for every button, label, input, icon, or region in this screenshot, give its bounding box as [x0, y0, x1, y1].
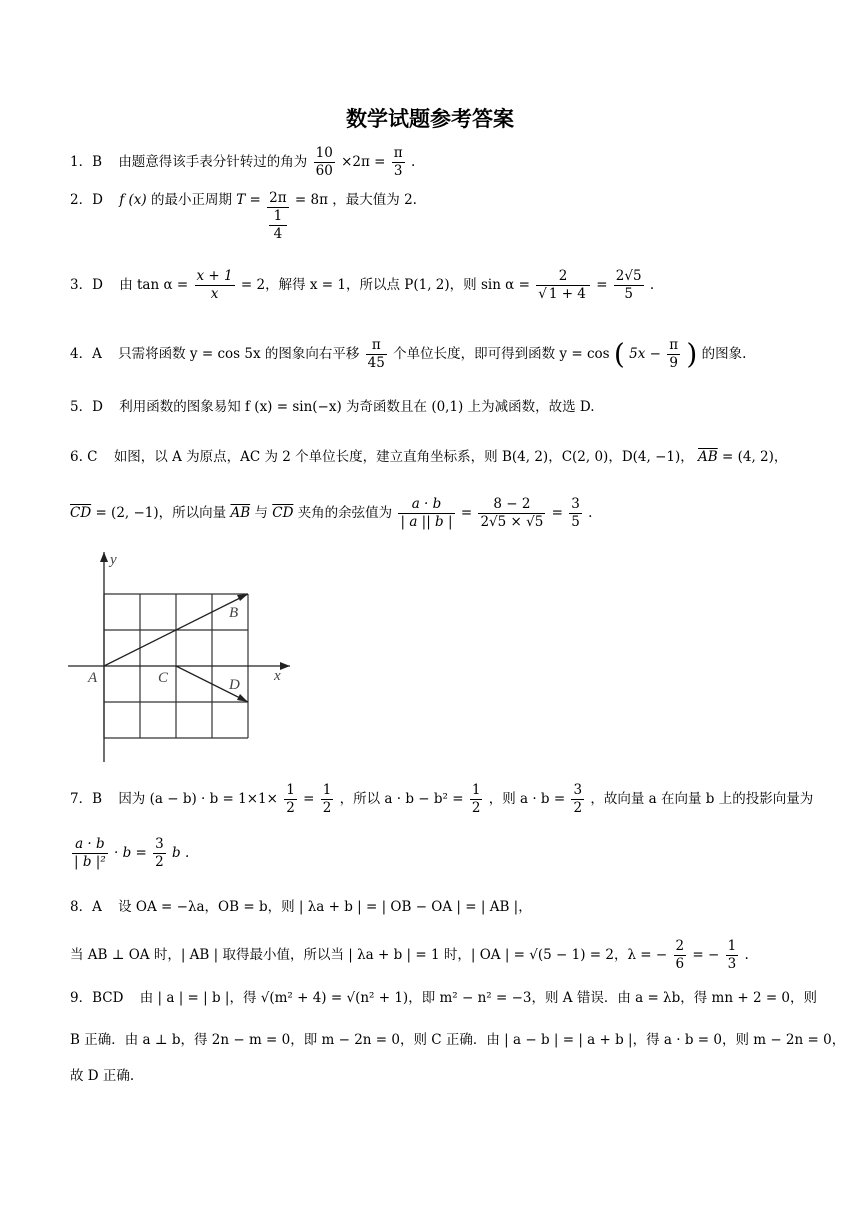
math-text: . — [588, 505, 593, 521]
fraction — [667, 337, 680, 372]
answer-text: 的最小正周期 — [150, 192, 232, 208]
fraction — [195, 268, 235, 303]
fraction — [314, 145, 335, 180]
denominator: 9 — [667, 354, 680, 372]
answer-text: 由 | a | = | b |，得 √(m² + 4) = √(n² + 1)，即 m² − n² = −3，则 A 错误．由 a = λb，得 mn + 2 = 0，则 — [139, 990, 818, 1006]
denominator: 60 — [315, 163, 333, 179]
x-axis-arrow — [280, 662, 290, 670]
vector-label: $\overline{AB}$ — [230, 505, 251, 521]
math-text: = — [551, 505, 563, 521]
fraction — [470, 782, 483, 817]
answer-number: 8．A — [70, 899, 102, 915]
fraction — [284, 782, 297, 817]
answer-text: 个单位长度，即可得到函数 y = cos — [393, 346, 610, 362]
fraction — [267, 190, 288, 243]
fraction — [366, 337, 387, 372]
answer-text: 的图象. — [701, 346, 747, 362]
fraction — [571, 782, 584, 817]
numerator: 1 — [273, 208, 283, 224]
denominator: 2 — [471, 800, 481, 816]
fraction — [614, 268, 644, 303]
answer-8-line-1 — [70, 897, 532, 917]
answer-text: 故 D 正确. — [70, 1068, 135, 1084]
math-text: . — [410, 154, 416, 170]
answer-5 — [70, 397, 595, 417]
denominator: 2√5 × √5 — [480, 514, 544, 530]
vector-label: $\overline{CD}$ — [272, 505, 294, 521]
math-text: = 8π — [294, 192, 328, 208]
answer-text: 设 OA = −λa，OB = b，则 | λa + b | = | OB − OA | = | AB |， — [118, 899, 532, 915]
numerator: 1 — [727, 938, 737, 954]
answer-2 — [70, 190, 417, 243]
denominator: 2 — [573, 800, 583, 816]
math-text: = — [460, 505, 473, 521]
answer-text: = 2，解得 x = 1，所以点 P(1, 2)，则 sin α = — [240, 277, 530, 293]
answer-text: ，最大值为 2. — [332, 192, 417, 208]
fraction — [726, 938, 739, 973]
denominator: | a || b | — [400, 514, 453, 530]
answer-number: 6. C — [70, 449, 98, 465]
answer-1 — [70, 145, 415, 180]
denominator — [267, 207, 288, 243]
math-text: ×2π = — [341, 154, 386, 170]
denominator: 3 — [727, 956, 737, 972]
label-d: D — [229, 677, 240, 693]
answer-9-line-2 — [70, 1030, 845, 1050]
answer-number: 5．D — [70, 399, 103, 415]
fraction — [321, 782, 334, 817]
vector-cd-arrowhead — [237, 694, 248, 702]
denominator: √ 1 + 4 — [536, 285, 590, 303]
answer-number: 7．B — [70, 791, 103, 807]
answer-3 — [70, 268, 654, 303]
answer-number: 9．BCD — [70, 990, 124, 1006]
denominator: 2 — [322, 800, 332, 816]
answer-number: 4．A — [70, 346, 102, 362]
y-axis-arrow — [100, 552, 108, 562]
answer-text: ，故向量 a 在向量 b 上的投影向量为 — [590, 791, 814, 807]
denominator: 3 — [392, 162, 405, 180]
radicand: 1 + 4 — [548, 286, 586, 302]
answer-text: 夹角的余弦值为 — [297, 505, 393, 521]
math-text: f (x) — [119, 192, 147, 208]
numerator: 2√5 — [615, 268, 642, 284]
math-text: = − — [692, 947, 720, 963]
fraction — [536, 268, 590, 303]
answer-9-line-1 — [70, 988, 817, 1008]
answer-8-line-2 — [70, 938, 749, 973]
fraction — [569, 496, 582, 531]
answer-text: ，则 a · b = — [488, 791, 566, 807]
label-b: B — [229, 605, 239, 621]
label-x: x — [274, 668, 281, 684]
answer-text: B 正确．由 a ⊥ b，得 2n − m = 0，即 m − 2n = 0，则 C 正确．由 | a − b | = | a + b |，得 a · b = 0，则 m − 2n = 0， — [70, 1032, 846, 1048]
numerator: 10 — [315, 145, 333, 161]
left-paren: ( — [613, 337, 625, 371]
axes — [68, 552, 290, 762]
fraction — [478, 496, 545, 531]
math-text: T = — [236, 192, 261, 208]
denominator: 2 — [155, 854, 164, 870]
denominator: 45 — [367, 355, 385, 371]
numerator: π — [669, 337, 679, 353]
answer-number: 2．D — [70, 192, 103, 208]
math-text: = (4, 2)， — [722, 449, 788, 465]
right-paren: ) — [686, 337, 698, 371]
fraction — [674, 938, 687, 973]
numerator: a · b — [411, 496, 442, 512]
answer-text: 只需将函数 y = cos 5x 的图象向右平移 — [118, 346, 360, 362]
denominator: 4 — [269, 225, 286, 243]
denominator: 6 — [675, 956, 685, 972]
fraction — [153, 836, 166, 871]
label-c: C — [158, 670, 169, 686]
label-y: y — [110, 552, 117, 568]
answer-text: 当 AB ⊥ OA 时，| AB | 取得最小值，所以当 | λa + b | = 1 时，| OA | = √(5 − 1) = 2，λ = − — [70, 947, 668, 963]
numerator: 3 — [155, 836, 164, 852]
denominator: x — [195, 285, 235, 303]
answer-text: 如图，以 A 为原点，AC 为 2 个单位长度，建立直角坐标系，则 B(4, 2)，C(2, 0)，D(4, −1)， — [113, 449, 694, 465]
math-text: · b = — [114, 845, 147, 861]
vector-label: $\overline{AB}$ — [698, 449, 718, 465]
answer-text: 与 — [254, 505, 268, 521]
answer-text: 由题意得该手表分针转过的角为 — [118, 154, 308, 170]
numerator: 1 — [471, 782, 481, 798]
vector-ab-arrowhead — [237, 594, 248, 601]
math-text: 5x − — [629, 346, 661, 362]
answer-6-line-2 — [70, 496, 592, 531]
vector-label: $\overline{CD}$ — [70, 505, 92, 521]
fraction — [392, 145, 405, 180]
numerator: 2 — [675, 938, 685, 954]
coordinate-grid-figure — [66, 548, 298, 764]
answer-4 — [70, 337, 746, 372]
numerator: 2 — [558, 268, 568, 284]
numerator: a · b — [75, 836, 105, 852]
answer-text: 利用函数的图象易知 f (x) = sin(−x) 为奇函数且在 (0,1) 上为减函数，故选 D. — [119, 399, 595, 415]
math-text: . — [744, 947, 749, 963]
answer-number: 3．D — [70, 277, 103, 293]
fraction — [398, 496, 454, 531]
answer-7-line-1 — [70, 782, 813, 817]
numerator: 1 — [286, 782, 295, 798]
page-title: 数学试题参考答案 — [346, 107, 514, 131]
denominator: | b |² — [74, 854, 106, 870]
answer-9-line-3 — [70, 1066, 134, 1086]
answer-text: 由 tan α = — [119, 277, 189, 293]
numerator: x + 1 — [196, 268, 233, 284]
denominator: 2 — [286, 800, 295, 816]
numerator: π — [393, 145, 403, 161]
answer-text: ，所以 a · b − b² = — [339, 791, 464, 807]
label-a: A — [88, 670, 98, 686]
answer-text: 因为 (a − b) · b = 1×1× — [118, 791, 278, 807]
numerator: 3 — [573, 782, 583, 798]
numerator: 2π — [269, 190, 287, 206]
numerator: 1 — [322, 782, 332, 798]
math-text: = — [303, 791, 315, 807]
numerator: π — [371, 337, 381, 353]
answer-number: 1．B — [70, 154, 103, 170]
denominator: 5 — [571, 514, 580, 530]
answer-text: = (2, −1)，所以向量 — [95, 505, 227, 521]
fraction — [72, 836, 108, 871]
answer-7-line-2 — [70, 836, 189, 871]
math-text: = — [596, 277, 608, 293]
math-text: . — [649, 277, 655, 293]
numerator: 3 — [571, 496, 580, 512]
denominator: 5 — [614, 285, 644, 303]
math-text: b . — [172, 845, 190, 861]
answer-6-line-1 — [70, 447, 787, 467]
numerator: 8 − 2 — [493, 496, 531, 512]
